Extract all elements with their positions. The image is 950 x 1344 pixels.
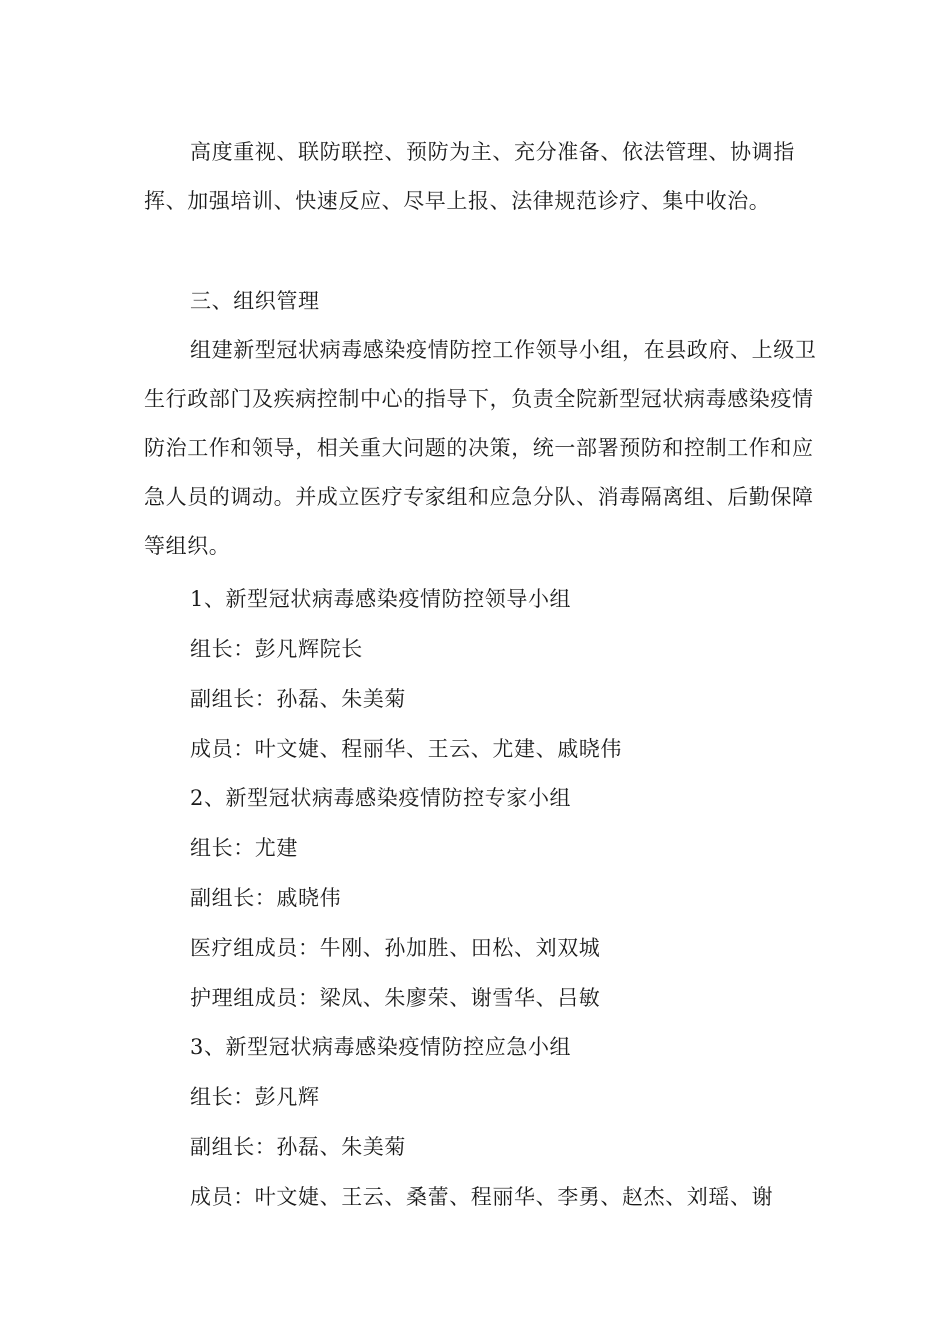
section-heading: 三、组织管理 — [190, 289, 320, 313]
group-3-title: 3、新型冠状病毒感染疫情防控应急小组 — [190, 1035, 572, 1059]
section-body-paragraph: 组建新型冠状病毒感染疫情防控工作领导小组，在县政府、上级卫生行政部门及疾病控制中心的指导下，负责全院新型冠状病毒感染疫情防治工作和领导，相关重大问题的决策，统一部署预防和控制工作和应急人员的调动。并成立医疗专家组和应急分队、消毒隔离组、后勤保障等组织。 — [144, 338, 817, 558]
group-2-title: 2、新型冠状病毒感染疫情防控专家小组 — [190, 786, 572, 810]
group-2-medical-members: 医疗组成员：牛刚、孙加胜、田松、刘双城 — [190, 936, 601, 960]
group-1-title: 1、新型冠状病毒感染疫情防控领导小组 — [190, 587, 572, 611]
group-2-nursing-members: 护理组成员：梁凤、朱廖荣、谢雪华、吕敏 — [190, 986, 601, 1010]
group-1-leader: 组长：彭凡辉院长 — [190, 637, 363, 661]
group-1-deputy: 副组长：孙磊、朱美菊 — [190, 687, 406, 711]
group-2-leader: 组长：尤建 — [190, 836, 298, 860]
group-3-members: 成员：叶文婕、王云、桑蕾、程丽华、李勇、赵杰、刘瑶、谢 — [190, 1185, 774, 1209]
group-3-deputy: 副组长：孙磊、朱美菊 — [190, 1135, 406, 1159]
group-3-leader: 组长：彭凡辉 — [190, 1085, 320, 1109]
group-1-members: 成员：叶文婕、程丽华、王云、尤建、戚晓伟 — [190, 737, 622, 761]
group-2-deputy: 副组长：戚晓伟 — [190, 886, 342, 910]
principle-paragraph: 高度重视、联防联控、预防为主、充分准备、依法管理、协调指挥、加强培训、快速反应、尽早上报、法律规范诊疗、集中收治。 — [144, 140, 795, 213]
